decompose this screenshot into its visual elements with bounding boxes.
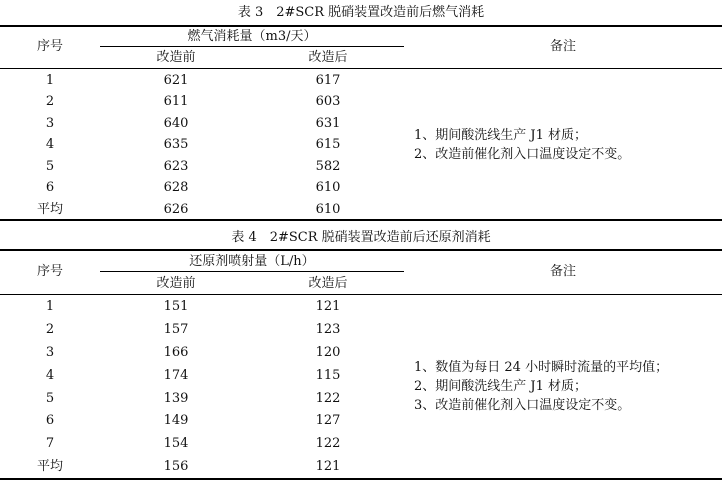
table3-bottom-rule bbox=[0, 219, 722, 221]
table4-before: 156 bbox=[163, 459, 189, 474]
table3-before: 623 bbox=[163, 159, 189, 174]
table4-before: 174 bbox=[163, 368, 189, 383]
table3-header-group: 燃气消耗量（m3/天） bbox=[187, 29, 317, 44]
table4-before: 154 bbox=[163, 436, 189, 451]
table3-header-rule bbox=[0, 68, 722, 69]
table3-before: 628 bbox=[163, 180, 189, 195]
remark-line: 2、期间酸洗线生产 J1 材质； bbox=[414, 379, 588, 394]
table4-header-group: 还原剂喷射量（L/h） bbox=[189, 254, 315, 269]
table4-seq: 1 bbox=[45, 299, 55, 314]
table4-seq: 6 bbox=[45, 413, 55, 428]
table3-group-rule bbox=[100, 46, 404, 47]
table3-header-seq: 序号 bbox=[36, 39, 63, 54]
table3-seq: 2 bbox=[45, 94, 55, 109]
table4-before: 166 bbox=[163, 345, 189, 360]
table4-after: 122 bbox=[315, 436, 341, 451]
table4-after: 123 bbox=[315, 322, 341, 337]
table3-seq: 3 bbox=[45, 116, 55, 131]
table3-before: 635 bbox=[163, 137, 189, 152]
table4-header-after: 改造后 bbox=[308, 276, 348, 291]
table3-header-remark: 备注 bbox=[549, 39, 576, 54]
remark-line: 1、数值为每日 24 小时瞬时流量的平均值； bbox=[414, 360, 669, 375]
table3-after: 615 bbox=[315, 137, 341, 152]
table3-seq: 4 bbox=[45, 137, 55, 152]
table4-header-rule bbox=[0, 294, 722, 295]
table4-seq: 7 bbox=[45, 436, 55, 451]
table3-after: 617 bbox=[315, 73, 341, 88]
table4-after: 122 bbox=[315, 391, 341, 406]
table4-before: 149 bbox=[163, 413, 189, 428]
table4-before: 157 bbox=[163, 322, 189, 337]
table4-bottom-rule bbox=[0, 478, 722, 480]
table4-after: 121 bbox=[315, 299, 341, 314]
remark-line: 3、改造前催化剂入口温度设定不变。 bbox=[414, 398, 631, 413]
table4-header-remark: 备注 bbox=[549, 264, 576, 279]
table3-header-after: 改造后 bbox=[308, 50, 348, 65]
table4-top-rule bbox=[0, 249, 722, 251]
table3-remarks bbox=[414, 126, 630, 164]
table4-before: 139 bbox=[163, 391, 189, 406]
table3-caption: 表 3 2#SCR 脱硝装置改造前后燃气消耗 bbox=[237, 5, 485, 20]
table4-after: 115 bbox=[315, 368, 341, 383]
table4-seq: 平均 bbox=[36, 459, 63, 474]
table3-before: 640 bbox=[163, 116, 189, 131]
table4-seq: 2 bbox=[45, 322, 55, 337]
table4-header-before: 改造前 bbox=[156, 276, 196, 291]
table4-group-rule bbox=[100, 271, 404, 272]
table3-after: 610 bbox=[315, 202, 341, 217]
table4-after: 120 bbox=[315, 345, 341, 360]
table3-after: 582 bbox=[315, 159, 341, 174]
table3-top-rule bbox=[0, 25, 722, 27]
table3-before: 621 bbox=[163, 73, 189, 88]
table3-seq: 1 bbox=[45, 73, 55, 88]
table4-seq: 4 bbox=[45, 368, 55, 383]
table3-after: 610 bbox=[315, 180, 341, 195]
table3-seq: 平均 bbox=[36, 202, 63, 217]
table4-before: 151 bbox=[163, 299, 189, 314]
table4-after: 127 bbox=[315, 413, 341, 428]
table4-after: 121 bbox=[315, 459, 341, 474]
table3-after: 631 bbox=[315, 116, 341, 131]
table4-remarks bbox=[414, 358, 668, 415]
table3-before: 626 bbox=[163, 202, 189, 217]
table3-seq: 6 bbox=[45, 180, 55, 195]
table3-seq: 5 bbox=[45, 159, 55, 174]
table3-header-before: 改造前 bbox=[156, 50, 196, 65]
table4-seq: 3 bbox=[45, 345, 55, 360]
table4-caption: 表 4 2#SCR 脱硝装置改造前后还原剂消耗 bbox=[231, 230, 491, 245]
remark-line: 1、期间酸洗线生产 J1 材质； bbox=[414, 128, 588, 143]
table3-before: 611 bbox=[163, 94, 189, 109]
remark-line: 2、改造前催化剂入口温度设定不变。 bbox=[414, 147, 631, 162]
table4-header-seq: 序号 bbox=[36, 264, 63, 279]
table3-after: 603 bbox=[315, 94, 341, 109]
table4-seq: 5 bbox=[45, 391, 55, 406]
